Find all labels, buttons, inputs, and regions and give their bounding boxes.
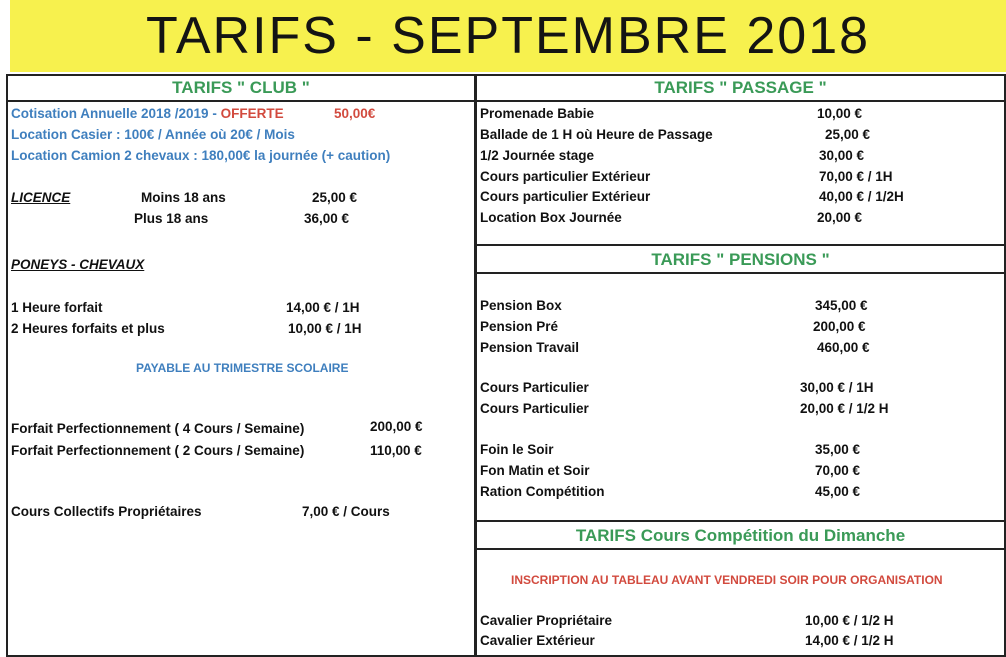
pensions-row-price: 345,00 € — [815, 298, 868, 313]
poneys-row-price: 14,00 € / 1H — [286, 300, 360, 315]
licence-row-price: 25,00 € — [312, 190, 358, 205]
pensions-row-label: Cours Particulier — [480, 380, 589, 395]
pensions-row-price: 200,00 € — [813, 319, 866, 334]
competition-heading: TARIFS Cours Compétition du Dimanche — [477, 522, 1004, 550]
pensions-row-label: Ration Compétition — [480, 484, 605, 499]
cotisation-offerte: OFFERTE — [220, 106, 284, 121]
poneys-row-price: 10,00 € / 1H — [288, 321, 362, 336]
pensions-heading: TARIFS " PENSIONS " — [477, 246, 1004, 274]
poneys-row-label: 1 Heure forfait — [11, 300, 103, 315]
cotisation-price: 50,00€ — [334, 106, 376, 121]
collectifs-price: 7,00 € / Cours — [302, 504, 390, 519]
passage-row-price: 70,00 € / 1H — [819, 169, 893, 184]
pensions-row-price: 20,00 € / 1/2 H — [800, 401, 889, 416]
poneys-heading: PONEYS - CHEVAUX — [11, 257, 145, 272]
passage-row-price: 10,00 € — [817, 106, 863, 121]
passage-row-label: 1/2 Journée stage — [480, 148, 595, 163]
club-panel — [6, 74, 476, 657]
title-banner — [10, 0, 1006, 72]
pensions-row-label: Pension Box — [480, 298, 562, 313]
passage-heading: TARIFS " PASSAGE " — [477, 76, 1004, 102]
passage-row-label: Cours particulier Extérieur — [480, 169, 651, 184]
pensions-row-price: 35,00 € — [815, 442, 861, 457]
poneys-row-label: 2 Heures forfaits et plus — [11, 321, 165, 336]
passage-row-price: 25,00 € — [825, 127, 871, 142]
pensions-row-price: 30,00 € / 1H — [800, 380, 874, 395]
licence-row-label: Moins 18 ans — [141, 190, 226, 205]
collectifs-label: Cours Collectifs Propriétaires — [11, 504, 202, 519]
casier-line: Location Casier : 100€ / Année où 20€ / Mois — [11, 127, 295, 142]
competition-row-price: 14,00 € / 1/2 H — [805, 633, 894, 648]
passage-row-label: Cours particulier Extérieur — [480, 189, 651, 204]
cotisation-label: Cotisation Annuelle 2018 /2019 - — [11, 106, 221, 121]
pensions-row-label: Pension Travail — [480, 340, 580, 355]
forfait-row-label: Forfait Perfectionnement ( 4 Cours / Semaine) — [11, 421, 305, 436]
page-title: TARIFS - SEPTEMBRE 2018 — [145, 7, 871, 65]
competition-row-price: 10,00 € / 1/2 H — [805, 613, 894, 628]
competition-note: INSCRIPTION AU TABLEAU AVANT VENDREDI SOIR POUR ORGANISATION — [511, 573, 943, 587]
passage-row-label: Location Box Journée — [480, 210, 622, 225]
competition-row-label: Cavalier Extérieur — [480, 633, 595, 648]
cotisation-line — [11, 106, 284, 121]
passage-row-label: Ballade de 1 H où Heure de Passage — [480, 127, 713, 142]
camion-line: Location Camion 2 chevaux : 180,00€ la journée (+ caution) — [11, 148, 391, 163]
pensions-row-price: 70,00 € — [815, 463, 861, 478]
passage-row-price: 20,00 € — [817, 210, 863, 225]
pensions-row-price: 45,00 € — [815, 484, 861, 499]
club-heading: TARIFS " CLUB " — [8, 76, 474, 102]
pensions-row-label: Foin le Soir — [480, 442, 554, 457]
pensions-row-label: Fon Matin et Soir — [480, 463, 590, 478]
competition-row-label: Cavalier Propriétaire — [480, 613, 613, 628]
right-panel — [475, 74, 1006, 657]
payable-note: PAYABLE AU TRIMESTRE SCOLAIRE — [136, 361, 349, 375]
pensions-row-label: Cours Particulier — [480, 401, 589, 416]
forfait-row-price: 110,00 € — [370, 443, 422, 458]
licence-row-label: Plus 18 ans — [134, 211, 209, 226]
pensions-row-label: Pension Pré — [480, 319, 559, 334]
licence-row-price: 36,00 € — [304, 211, 350, 226]
pensions-row-price: 460,00 € — [817, 340, 870, 355]
passage-row-label: Promenade Babie — [480, 106, 595, 121]
forfait-row-label: Forfait Perfectionnement ( 2 Cours / Semaine) — [11, 443, 305, 458]
forfait-row-price: 200,00 € — [370, 419, 423, 434]
licence-heading: LICENCE — [11, 190, 71, 205]
passage-row-price: 30,00 € — [819, 148, 865, 163]
passage-row-price: 40,00 € / 1/2H — [819, 189, 904, 204]
